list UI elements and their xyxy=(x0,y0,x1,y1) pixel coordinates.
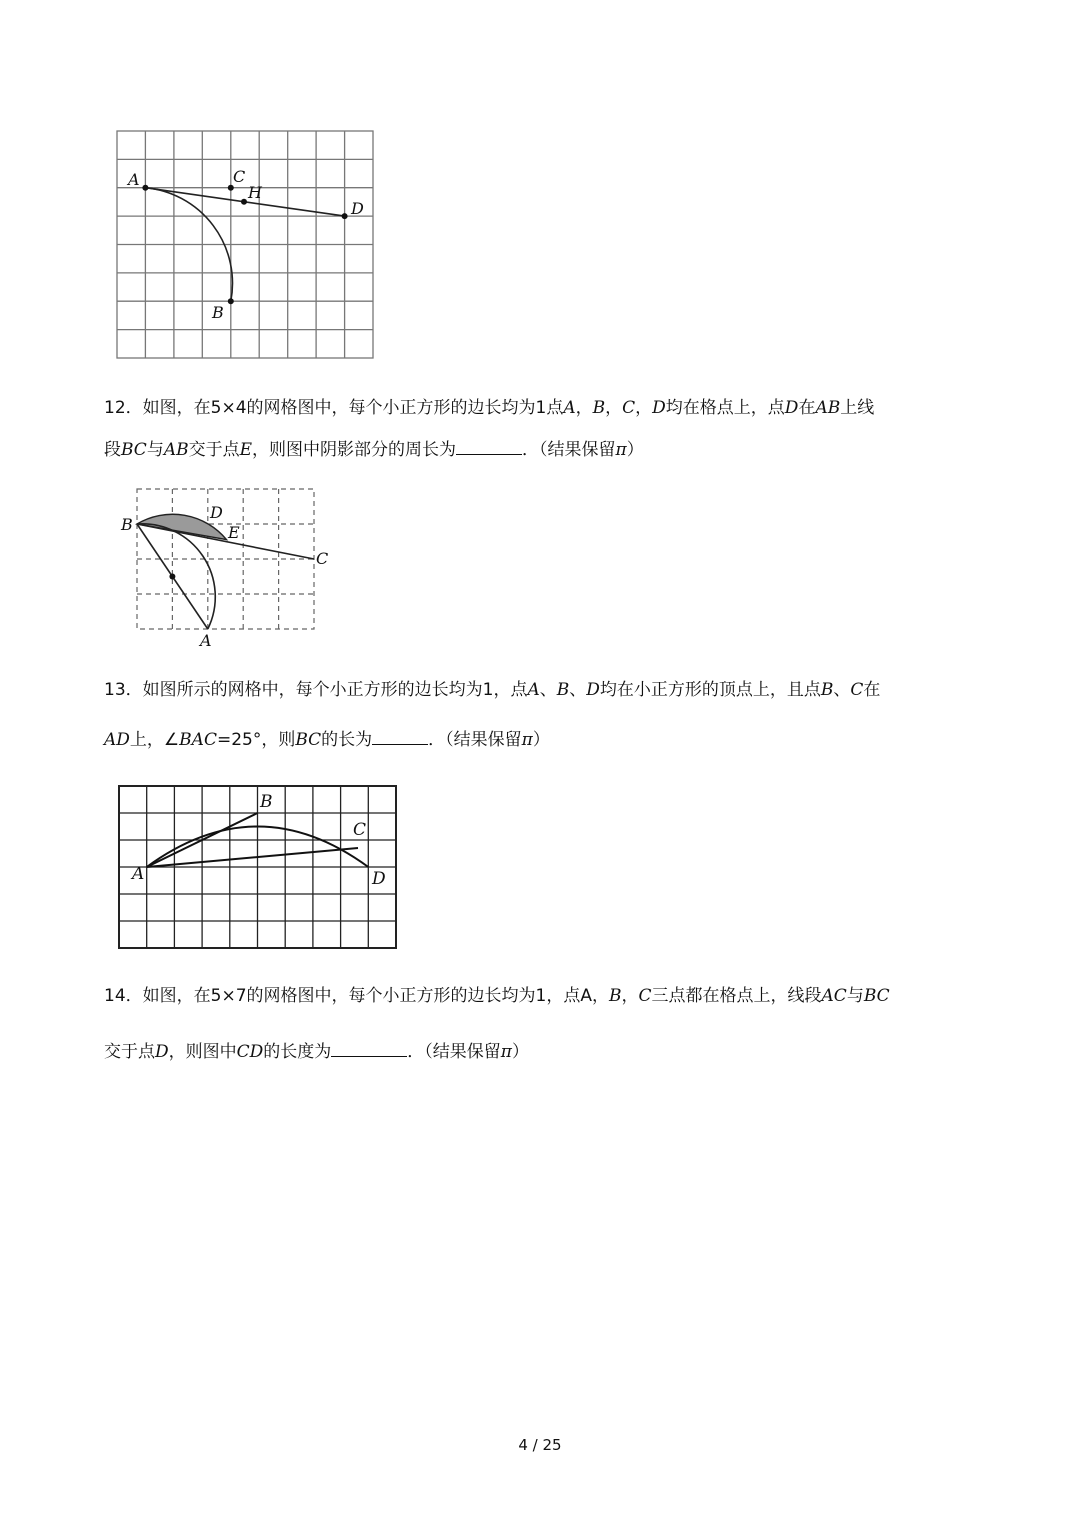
answer-blank-q14[interactable] xyxy=(331,1042,407,1057)
label-c: C xyxy=(353,820,367,840)
grid-q13 xyxy=(119,786,396,948)
q12-line-1: 12．如图，在5×4的网格图中，每个小正方形的边长均为1点A，B，C，D均在格点上，点D在AB上线 xyxy=(104,398,875,418)
question-number: 12． xyxy=(104,398,143,418)
label-h: H xyxy=(248,183,262,202)
label-d: D xyxy=(351,199,364,218)
question-number: 13． xyxy=(104,680,143,700)
label-a: A xyxy=(132,864,145,884)
label-d: D xyxy=(372,869,386,889)
label-e: E xyxy=(228,523,240,542)
label-a: A xyxy=(128,170,140,189)
segment-bc xyxy=(137,524,314,559)
question-13 xyxy=(104,680,984,750)
q12-line-2: 段BC与AB交于点E，则图中阴影部分的周长为 ．（结果保留π） xyxy=(104,440,644,460)
grid-q12 xyxy=(137,489,314,629)
q14-line-2: 交于点D，则图中CD的长度为 ．（结果保留π） xyxy=(104,1042,529,1062)
label-b: B xyxy=(260,792,273,812)
point-d xyxy=(342,213,348,219)
label-a: A xyxy=(200,631,212,650)
point-h xyxy=(241,199,247,205)
label-b: B xyxy=(212,303,224,322)
grid-q11 xyxy=(117,131,373,358)
label-d: D xyxy=(210,503,223,522)
question-12 xyxy=(104,398,984,468)
point-b xyxy=(228,298,234,304)
figure-q12 xyxy=(118,482,342,650)
figure-q13 xyxy=(112,780,404,956)
point-a xyxy=(142,185,148,191)
arc-ab xyxy=(137,524,215,629)
question-number: 14． xyxy=(104,986,143,1006)
answer-blank-q13[interactable] xyxy=(372,730,428,745)
figure-q11 xyxy=(110,124,380,364)
q13-line-1: 13．如图所示的网格中，每个小正方形的边长均为1，点A、B、D均在小正方形的顶点上，且点B、C在 xyxy=(104,680,881,700)
q13-line-2: AD上，∠BAC=25°，则BC的长为 ．（结果保留π） xyxy=(104,730,550,750)
question-14 xyxy=(104,986,984,1060)
midpoint xyxy=(169,574,175,580)
answer-blank-q12[interactable] xyxy=(456,440,522,455)
label-c: C xyxy=(316,549,329,568)
q14-line-1: 14．如图，在5×7的网格图中，每个小正方形的边长均为1，点A，B，C三点都在格点上，线段AC与BC xyxy=(104,986,890,1006)
label-b: B xyxy=(121,515,133,534)
label-c: C xyxy=(233,167,246,186)
page-number: 4 / 25 xyxy=(518,1436,562,1454)
